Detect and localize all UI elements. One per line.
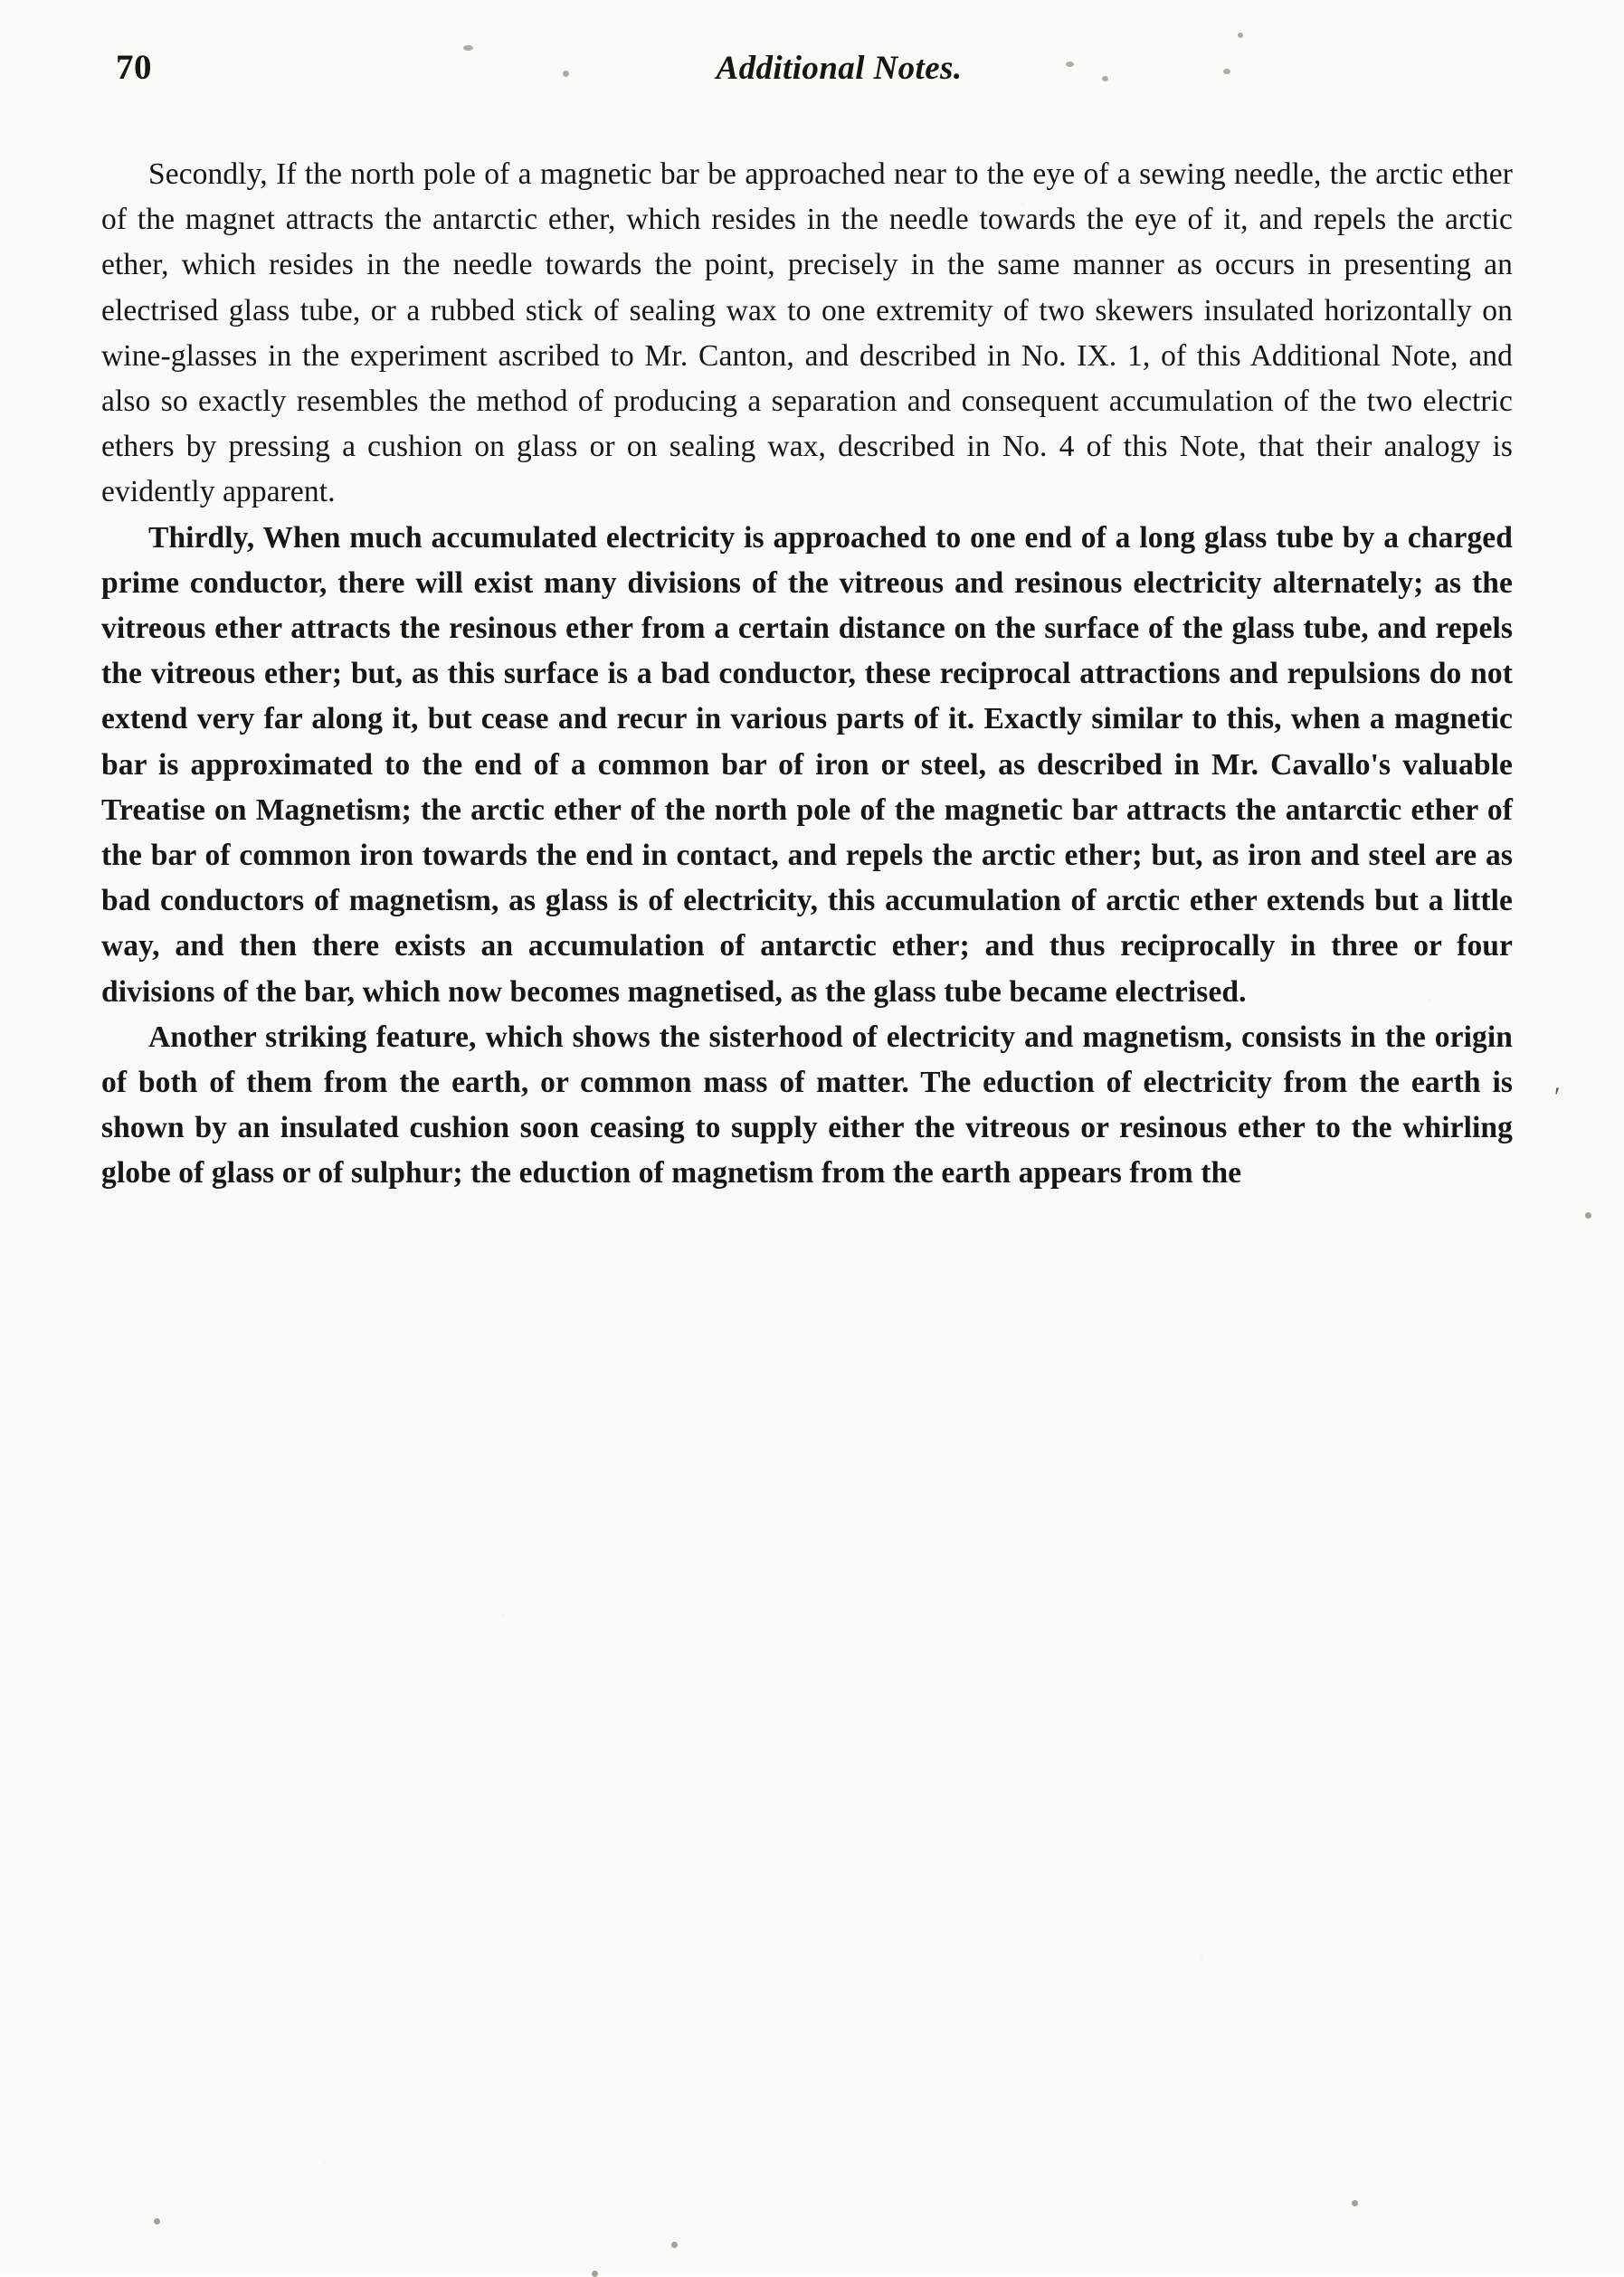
- margin-tick-mark: ′: [1554, 1082, 1561, 1112]
- paragraph-thirdly: Thirdly, When much accumulated electricity is approached to one end of a long glass tube by a charged prime conductor, there will exist many divisions of the vitreous and resinous electricity alternately; as the vitreous ether attracts the resinous ether from a certain distance on the surface of the glass tube, and repels the vitreous ether; but, as this surface is a bad conductor, these reciprocal attractions and repulsions do not extend very far along it, but cease and recur in various parts of it. Exactly similar to this, when a magnetic bar is approximated to the end of a common bar of iron or steel, as described in Mr. Cavallo's valuable Treatise on Magnetism; the arctic ether of the north pole of the magnetic bar attracts the antarctic ether of the bar of common iron towards the end in contact, and repels the arctic ether; but, as iron and steel are as bad conductors of magnetism, as glass is of electricity, this accumulation of arctic ether extends but a little way, and then there exists an accumulation of antarctic ether; and thus reciprocally in three or four divisions of the bar, which now becomes magnetised, as the glass tube became electrised.: [101, 520, 1513, 1009]
- paragraph-secondly: Secondly, If the north pole of a magnetic bar be approached near to the eye of a sewing needle, the arctic ether of the magnet attracts the antarctic ether, which resides in the needle towards the eye of it, and repels the arctic ether, which resides in the needle towards the point, precisely in the same manner as occurs in presenting an electrised glass tube, or a rubbed stick of sealing wax to one extremity of two skewers insulated horizontally on wine-glasses in the experiment ascribed to Mr. Canton, and described in No. IX. 1, of this Additional Note, and also so exactly resembles the method of producing a separation and consequent accumulation of the two electric ethers by pressing a cushion on glass or on sealing wax, described in No. 4 of this Note, that their analogy is evidently apparent.: [101, 157, 1513, 509]
- page-header: [0, 47, 1624, 101]
- scan-speck: [1238, 33, 1243, 38]
- running-head: Additional Notes.: [716, 50, 963, 87]
- scan-speck: [563, 71, 569, 77]
- scan-speck: [671, 2242, 678, 2248]
- paragraph-another-striking-feature: Another striking feature, which shows the sisterhood of electricity and magnetism, consists in the origin of both of them from the earth, or common mass of matter. The eduction of electricity from the earth is shown by an insulated cushion soon ceasing to supply either the vitreous or resinous ether to the whirling globe of glass or of sulphur; the eduction of magnetism from the earth appears from the: [101, 1020, 1513, 1191]
- scan-speck: [463, 45, 473, 51]
- scan-speck: [154, 2218, 160, 2225]
- scan-speck: [1585, 1212, 1591, 1219]
- scan-speck: [592, 2271, 598, 2277]
- page-number: 70: [116, 48, 152, 87]
- scan-speck: [1352, 2200, 1358, 2206]
- body-text: [101, 152, 1513, 1197]
- scan-speck: [1223, 69, 1230, 74]
- scan-speck: [1102, 76, 1108, 81]
- scan-speck: [1066, 62, 1074, 67]
